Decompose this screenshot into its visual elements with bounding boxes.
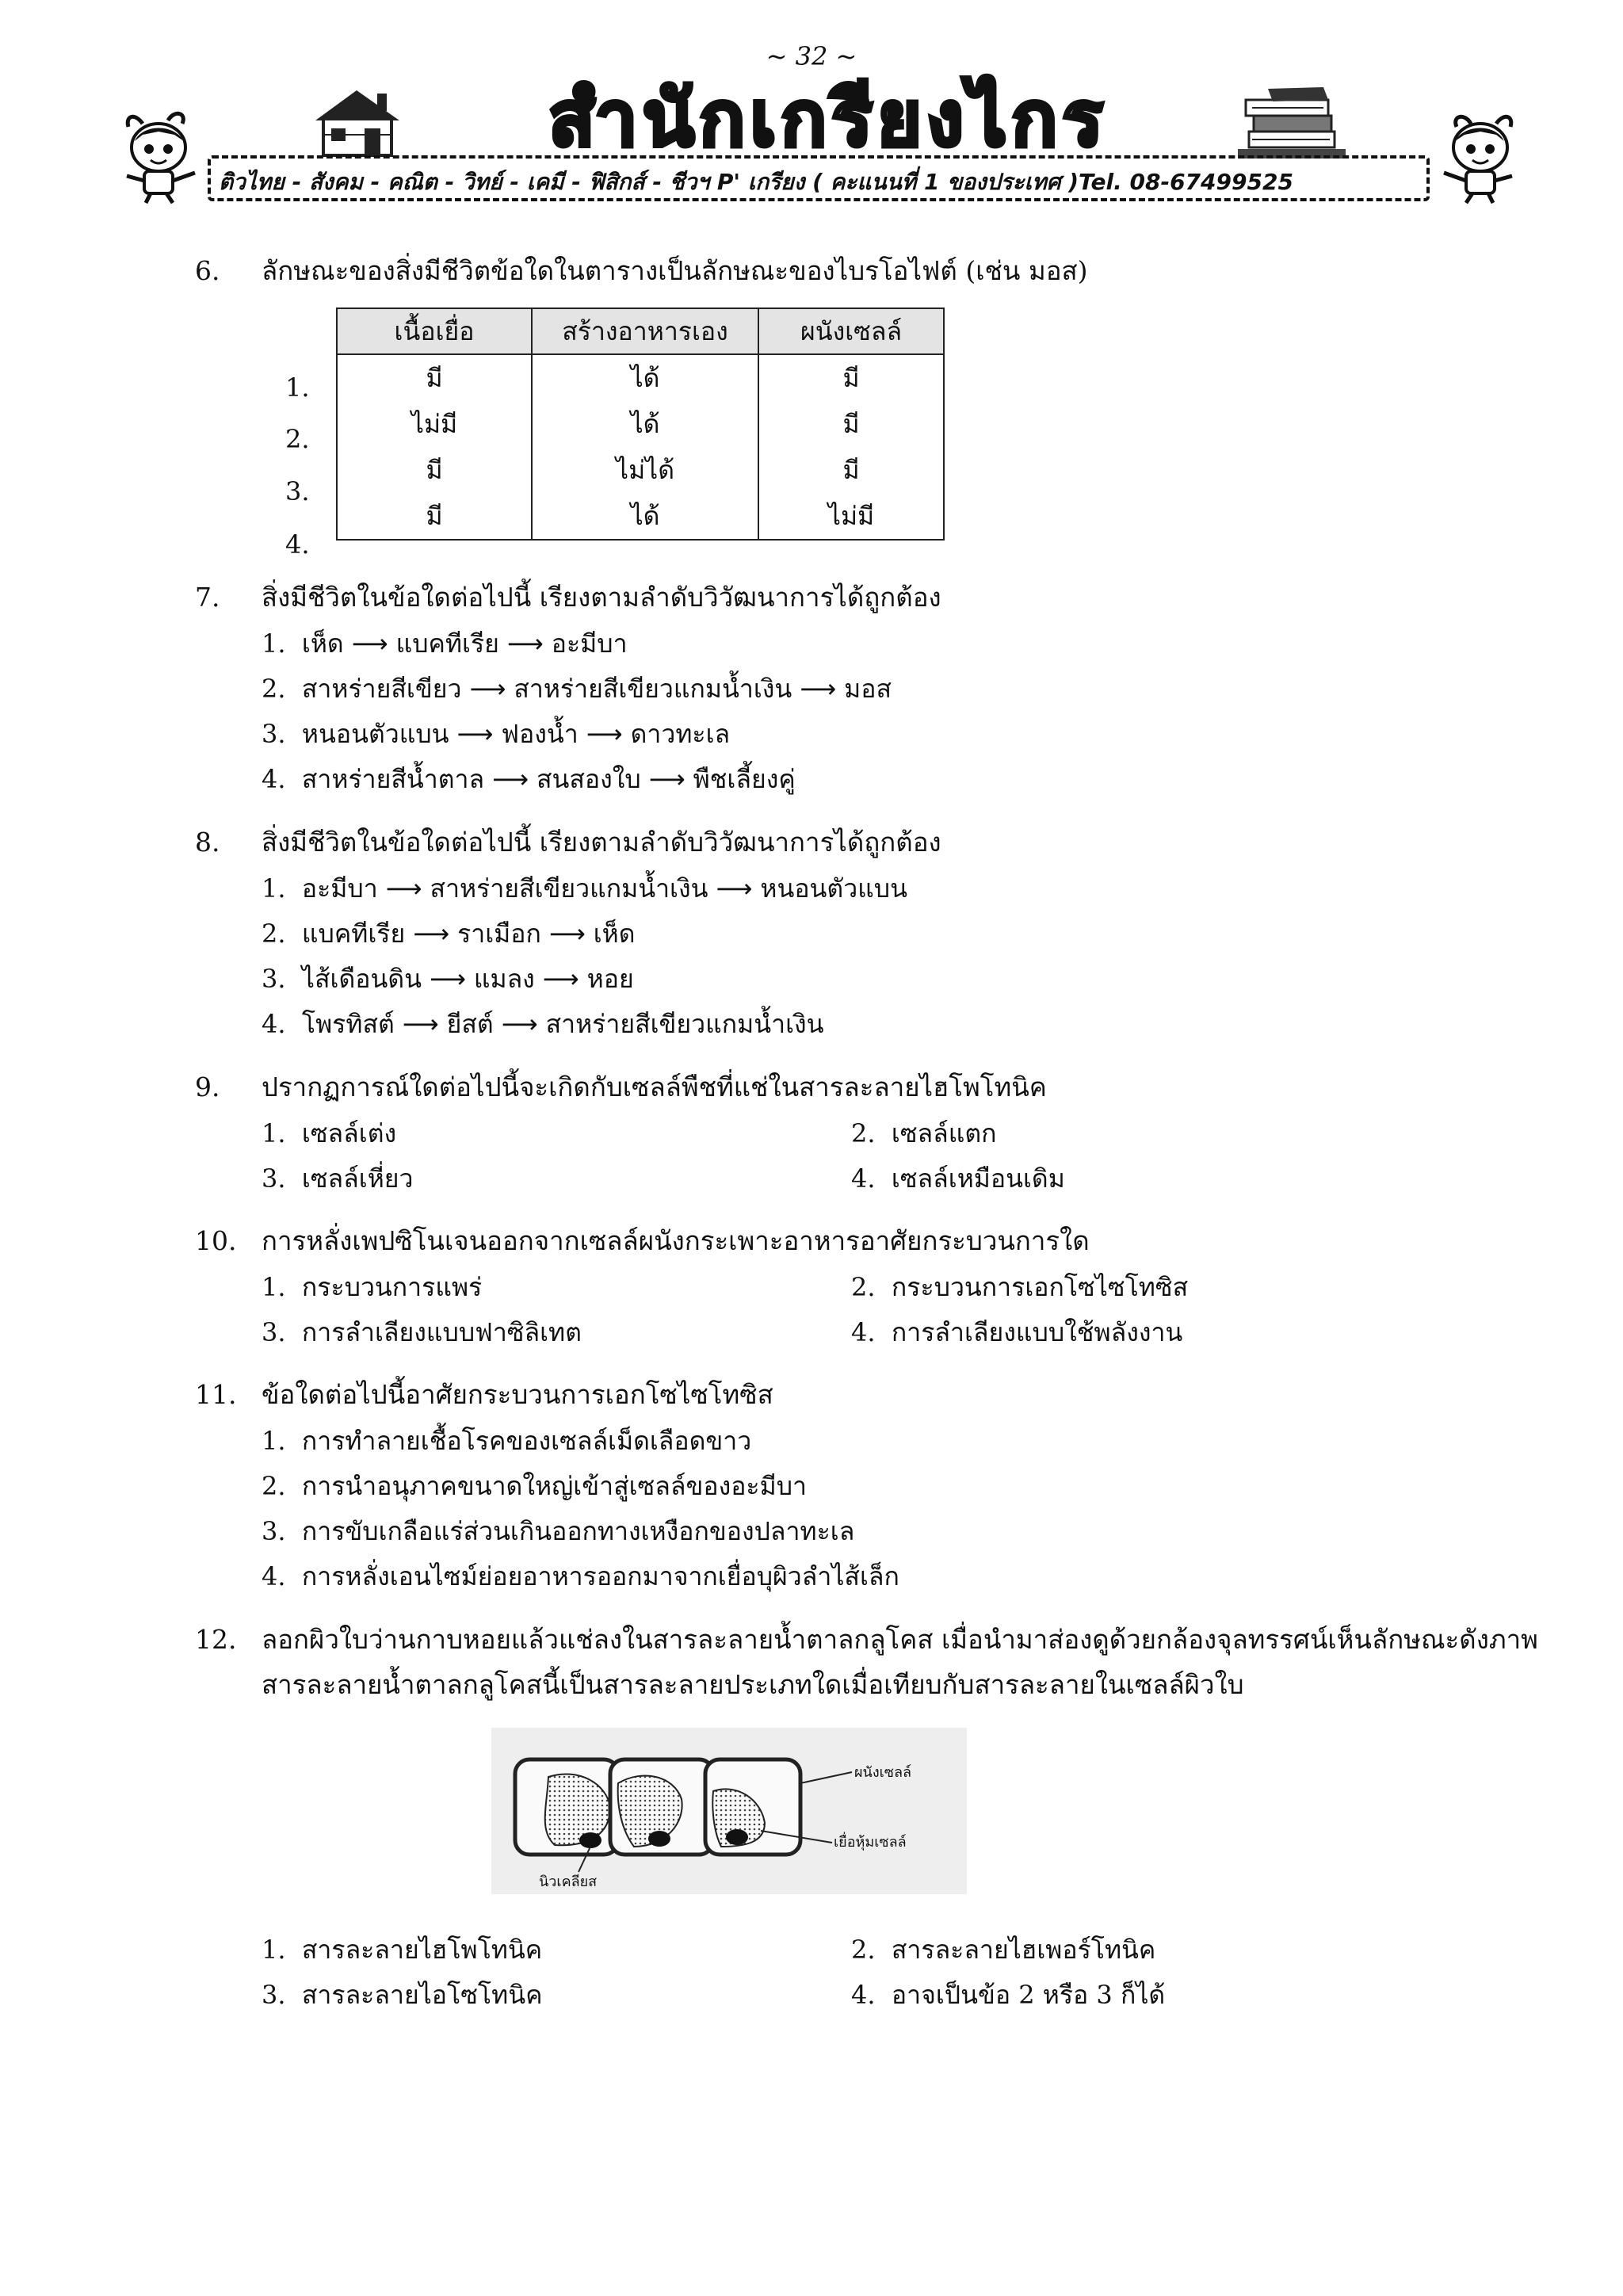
arrow-right-icon: ⟶ [716,873,753,904]
arrow-right-icon: ⟶ [469,674,506,704]
option[interactable] [262,673,892,705]
option-number: 3. [262,1516,286,1546]
logo-title: สำนักเกรียงไกร [548,74,1108,163]
option-text: กระบวนการเอกโซไซโทซิส [891,1272,1189,1302]
option-number: 3. [262,964,286,994]
option-number: 3. [262,1163,286,1194]
option-text: อาจเป็นข้อ 2 หรือ 3 ก็ได้ [891,1980,1166,2010]
option-part: อะมีบา [551,628,628,659]
table-cell: มี [337,493,532,540]
question-number: 12. [195,1624,237,1655]
option-number: 4. [262,1561,286,1591]
option[interactable] [262,918,636,949]
option[interactable] [262,1470,807,1502]
table-header: เนื้อเยื่อ [337,308,532,354]
option-part: สาหร่ายสีน้ำตาล [301,764,485,794]
option-part: สาหร่ายสีเขียวแกมน้ำเงิน [514,674,792,704]
arrow-right-icon: ⟶ [586,719,623,749]
row-number: 3. [285,476,310,506]
nucleus-label: นิวเคลียส [539,1874,598,1890]
option-number: 1. [262,1118,286,1148]
option-part: โพรทิสต์ [301,1009,395,1039]
option-number: 2. [262,919,286,949]
header-subtitle: ติวไทย - สังคม - คณิต - วิทย์ - เคมี - ฟิสิกส์ - ชีวฯ P' เกรียง ( คะแนนที่ 1 ของประเทศ )Tel. 08-67499525 [219,169,1293,195]
option-number: 4. [851,1317,876,1347]
arrow-right-icon: ⟶ [800,674,837,704]
option-part: สาหร่ายสีเขียวแกมน้ำเงิน [430,873,708,904]
option[interactable] [851,1163,1065,1194]
option-text: สารละลายไฮโพโทนิค [301,1935,543,1965]
option-part: แมลง [473,964,535,994]
option[interactable] [262,1979,542,2011]
option-text: การนำอนุภาคขนาดใหญ่เข้าสู่เซลล์ของอะมีบา [301,1471,807,1501]
arrow-right-icon: ⟶ [351,628,388,659]
option[interactable] [851,1271,1188,1303]
option-part: หนอนตัวแบน [760,873,907,904]
question-text: ลอกผิวใบว่านกาบหอยแล้วแช่ลงในสารละลายน้ำตาลกลูโคส เมื่อนำมาส่องดูด้วยกล้องจุลทรรศน์เห็นลักษณะดังภาพ [262,1624,1538,1655]
option[interactable] [851,1934,1155,1966]
page-number: ~ 32 ~ [766,41,857,71]
option-number: 2. [851,1272,876,1302]
option-part: มอส [844,674,892,704]
table-cell: ได้ [532,493,758,540]
plant-cell-figure [491,1728,967,1894]
option-part: หอย [586,964,634,994]
house-icon [311,86,404,159]
arrow-right-icon: ⟶ [548,919,586,949]
option-text: เซลล์เต่ง [301,1118,397,1148]
option[interactable] [262,1163,414,1194]
question-text: ข้อใดต่อไปนี้อาศัยกระบวนการเอกโซไซโทซิส [262,1379,773,1410]
table-cell: มี [758,447,944,493]
arrow-right-icon: ⟶ [501,1009,538,1039]
option-number: 2. [851,1118,876,1148]
cell-membrane-label: เยื่อหุ้มเซลล์ [834,1834,907,1851]
question-text-line2: สารละลายน้ำตาลกลูโคสนี้เป็นสารละลายประเภทใดเมื่อเทียบกับสารละลายในเซลล์ผิวใบ [262,1669,1244,1700]
option-number: 1. [262,873,286,904]
table-header-row [337,308,944,354]
option-part: ฟองน้ำ [501,719,579,749]
arrow-right-icon: ⟶ [542,964,579,994]
option-part: สนสองใบ [536,764,641,794]
option-number: 1. [262,1272,286,1302]
table-cell: ไม่มี [337,401,532,447]
option-text: เซลล์เหี่ยว [301,1163,414,1194]
question-number: 11. [195,1379,237,1410]
question-text: ปรากฏการณ์ใดต่อไปนี้จะเกิดกับเซลล์พืชที่แช่ในสารละลายไฮโพโทนิค [262,1072,1047,1102]
arrow-right-icon: ⟶ [402,1009,439,1039]
arrow-right-icon: ⟶ [648,764,685,794]
option-part: แบคทีเรีย [395,628,499,659]
option-text: กระบวนการแพร่ [301,1272,483,1302]
table-cell: ได้ [532,401,758,447]
option-part: สาหร่ายสีเขียวแกมน้ำเงิน [545,1009,824,1039]
option-part: แบคทีเรีย [301,919,406,949]
option-text: สารละลายไอโซโทนิค [301,1980,543,2010]
option[interactable] [851,1117,997,1149]
question-number: 8. [195,827,220,858]
option-text: เซลล์เหมือนเดิม [891,1163,1065,1194]
question-number: 9. [195,1072,220,1102]
option-part: เห็ด [593,919,636,949]
table-cell: ไม่ได้ [532,447,758,493]
option-part: ดาวทะเล [630,719,731,749]
question-text: ลักษณะของสิ่งมีชีวิตข้อใดในตารางเป็นลักษณะของไบรโอไฟต์ (เช่น มอส) [262,255,1088,286]
option-part: สาหร่ายสีเขียว [301,674,462,704]
table-cell: มี [758,354,944,401]
option[interactable] [262,628,628,659]
cell-wall-label: ผนังเซลล์ [854,1764,912,1781]
row-number: 2. [285,424,310,454]
option-part: หนอนตัวแบน [301,719,449,749]
option-number: 1. [262,1935,286,1965]
option[interactable] [262,1934,542,1966]
option-number: 4. [851,1163,876,1194]
arrow-right-icon: ⟶ [413,919,450,949]
option-text: การขับเกลือแร่ส่วนเกินออกทางเหงือกของปลาทะเล [301,1516,855,1546]
option[interactable] [851,1979,1165,2011]
option[interactable] [262,1117,396,1149]
mascot-right-icon [1433,109,1520,204]
option[interactable] [262,763,796,795]
option-text: การทำลายเชื้อโรคของเซลล์เม็ดเลือดขาว [301,1426,752,1456]
option-number: 4. [262,764,286,794]
option-text: เซลล์แตก [891,1118,997,1148]
option-number: 4. [262,1009,286,1039]
option-text: การหลั่งเอนไซม์ย่อยอาหารออกมาจากเยื่อบุผิวลำไส้เล็ก [301,1561,899,1591]
arrow-right-icon: ⟶ [506,628,544,659]
question-text: สิ่งมีชีวิตในข้อใดต่อไปนี้ เรียงตามลำดับวิวัฒนาการได้ถูกต้อง [262,827,941,858]
q6-table [336,308,945,541]
option-number: 4. [851,1980,876,2010]
arrow-right-icon: ⟶ [492,764,529,794]
option[interactable] [262,1515,854,1547]
table-row [337,401,944,447]
option-part: พืชเลี้ยงคู่ [693,764,796,794]
header-subtitle-bar [208,155,1430,201]
option-number: 3. [262,1317,286,1347]
table-header: ผนังเซลล์ [758,308,944,354]
table-cell: มี [337,354,532,401]
arrow-right-icon: ⟶ [456,719,494,749]
option[interactable] [262,1271,482,1303]
option-text: การลำเลียงแบบใช้พลังงาน [891,1317,1183,1347]
option-number: 1. [262,1426,286,1456]
option[interactable] [262,1008,824,1040]
option-part: อะมีบา [301,873,378,904]
option[interactable] [262,1316,582,1348]
row-number: 4. [285,529,310,560]
question-text: สิ่งมีชีวิตในข้อใดต่อไปนี้ เรียงตามลำดับวิวัฒนาการได้ถูกต้อง [262,582,941,613]
question-number: 10. [195,1225,237,1256]
books-icon [1236,86,1347,162]
option-part: ยีสต์ [446,1009,494,1039]
option-text: การลำเลียงแบบฟาซิลิเทต [301,1317,582,1347]
option-number: 2. [262,674,286,704]
table-header: สร้างอาหารเอง [532,308,758,354]
option-number: 2. [851,1935,876,1965]
option-number: 1. [262,628,286,659]
question-number: 7. [195,582,220,613]
table-row [337,447,944,493]
table-row [337,354,944,401]
option[interactable] [262,1425,751,1457]
question-number: 6. [195,255,220,286]
option[interactable] [262,963,634,995]
option-part: เห็ด [301,628,344,659]
option[interactable] [851,1316,1182,1348]
arrow-right-icon: ⟶ [429,964,466,994]
option-part: ไส้เดือนดิน [301,964,422,994]
option-number: 3. [262,719,286,749]
table-cell: ไม่มี [758,493,944,540]
option[interactable] [262,873,907,904]
table-cell: ได้ [532,354,758,401]
option[interactable] [262,718,730,750]
table-row [337,493,944,540]
option-part: ราเมือก [457,919,541,949]
option-number: 2. [262,1471,286,1501]
row-number: 1. [285,372,310,403]
table-cell: มี [337,447,532,493]
question-text: การหลั่งเพปซิโนเจนออกจากเซลล์ผนังกระเพาะอาหารอาศัยกระบวนการใด [262,1225,1090,1256]
option-text: สารละลายไฮเพอร์โทนิค [891,1935,1156,1965]
arrow-right-icon: ⟶ [385,873,422,904]
mascot-left-icon [119,109,206,204]
option[interactable] [262,1561,899,1592]
table-cell: มี [758,401,944,447]
option-number: 3. [262,1980,286,2010]
